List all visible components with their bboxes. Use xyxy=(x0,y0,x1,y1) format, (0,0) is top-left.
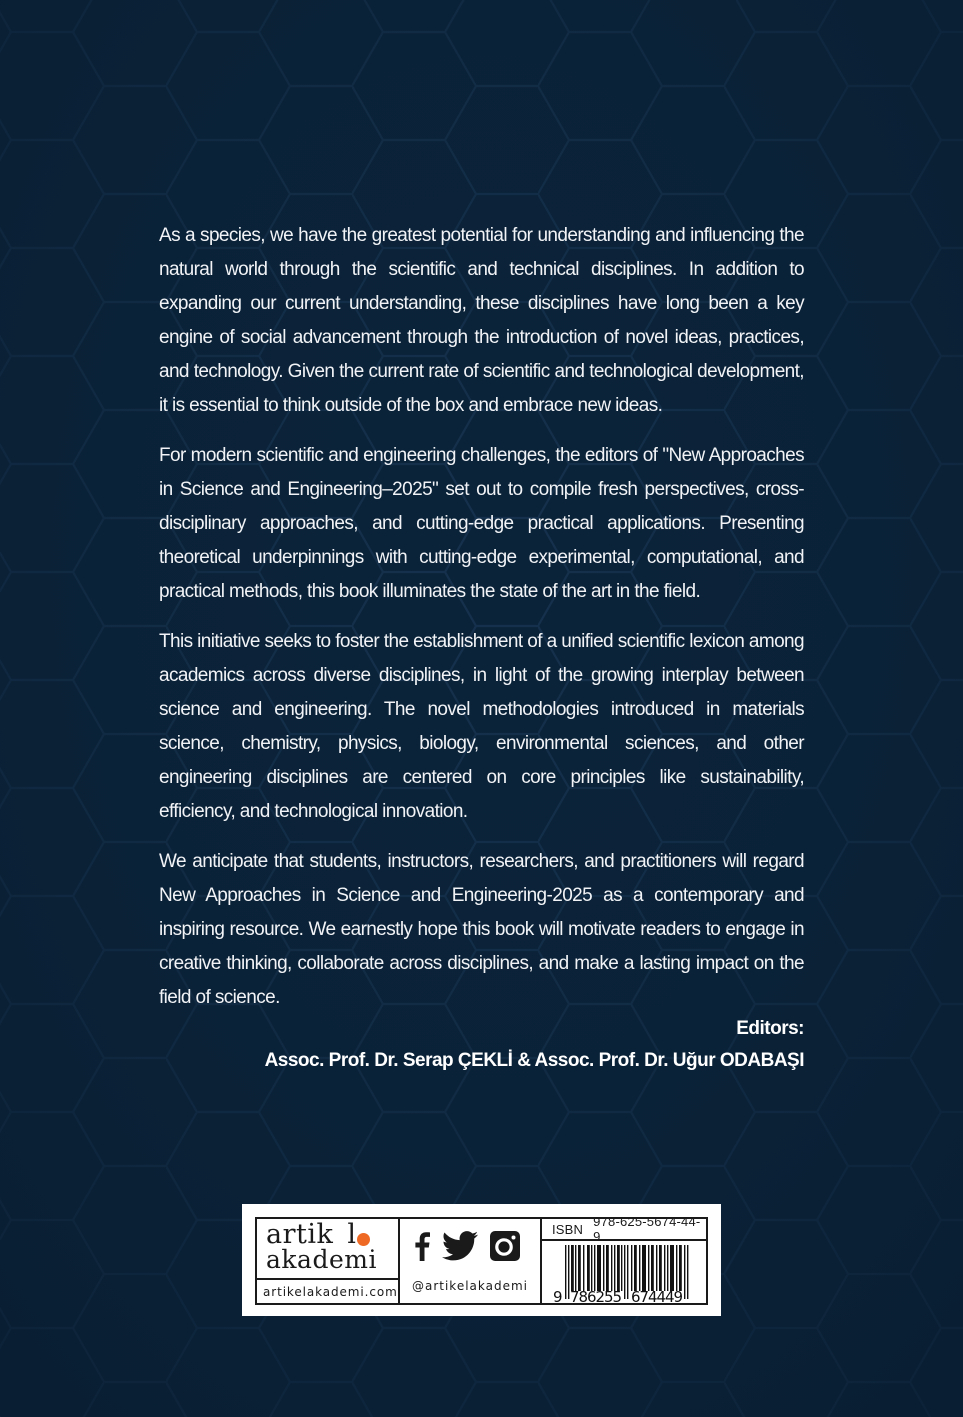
social-cell xyxy=(400,1219,542,1303)
paragraph-4: We anticipate that students, instructors, researchers, and practitioners will regard New Approaches in Science and Engineering-2025 as a contemporary and inspiring resource. We earnestly hope this book will motivate readers to engage in creative thinking, collaborate across disciplines, and make a lasting impact on the field of science. xyxy=(159,851,804,1008)
publisher-logo xyxy=(257,1219,398,1280)
svg-text:9: 9 xyxy=(553,1288,563,1303)
editors-block xyxy=(265,1013,804,1077)
back-cover-blurb xyxy=(159,219,804,1031)
sticker-frame xyxy=(255,1214,708,1305)
publisher-logo-cell xyxy=(257,1219,400,1303)
instagram-icon[interactable] xyxy=(490,1231,520,1261)
logo-text-line2: akademi xyxy=(266,1245,377,1274)
social-handle: @artikelakademi xyxy=(411,1279,529,1293)
isbn-line xyxy=(542,1214,706,1244)
twitter-icon[interactable] xyxy=(442,1231,478,1261)
social-icons xyxy=(414,1231,520,1261)
isbn-number: 978-625-5674-44-9 xyxy=(593,1214,701,1244)
svg-text:674449: 674449 xyxy=(631,1288,683,1303)
barcode xyxy=(542,1241,706,1303)
svg-text:786255: 786255 xyxy=(570,1288,622,1303)
facebook-icon[interactable] xyxy=(414,1231,430,1261)
logo-text-line1: artik l xyxy=(266,1219,357,1250)
isbn-cell xyxy=(542,1214,706,1303)
paragraph-2: For modern scientific and engineering challenges, the editors of "New Approaches in Science and Engineering–2025" set out to compile fresh perspectives, cross-disciplinary approaches, and cutting-edge practical applications. Presenting theoretical underpinnings with cutting-edge experimental, computational, and practical methods, this book illuminates the state of the art in the field. xyxy=(159,445,804,602)
website-link[interactable]: artikelakademi.com xyxy=(263,1284,398,1299)
isbn-label: ISBN xyxy=(552,1221,584,1237)
paragraph-1: As a species, we have the greatest potential for understanding and influencing the natural world through the scientific and technical disciplines. In addition to expanding our current understanding, these disciplines have long been a key engine of social advancement through the introduction of novel ideas, practices, and technology. Given the current rate of scientific and technological development, it is essential to think outside of the box and embrace new ideas. xyxy=(159,225,804,416)
paragraph-3: This initiative seeks to foster the establishment of a unified scientific lexicon among academics across diverse disciplines, in light of the growing interplay between science and engineering. The novel methodologies introduced in materials science, chemistry, physics, biology, environmental sciences, and other engineering disciplines are centered on core principles like sustainability, efficiency, and technological innovation. xyxy=(159,631,804,822)
publisher-isbn-sticker xyxy=(242,1204,721,1316)
editors-names: Assoc. Prof. Dr. Serap ÇEKLİ & Assoc. Prof. Dr. Uğur ODABAŞI xyxy=(264,1050,804,1071)
editors-label: Editors: xyxy=(736,1018,804,1039)
barcode-icon xyxy=(553,1245,701,1303)
